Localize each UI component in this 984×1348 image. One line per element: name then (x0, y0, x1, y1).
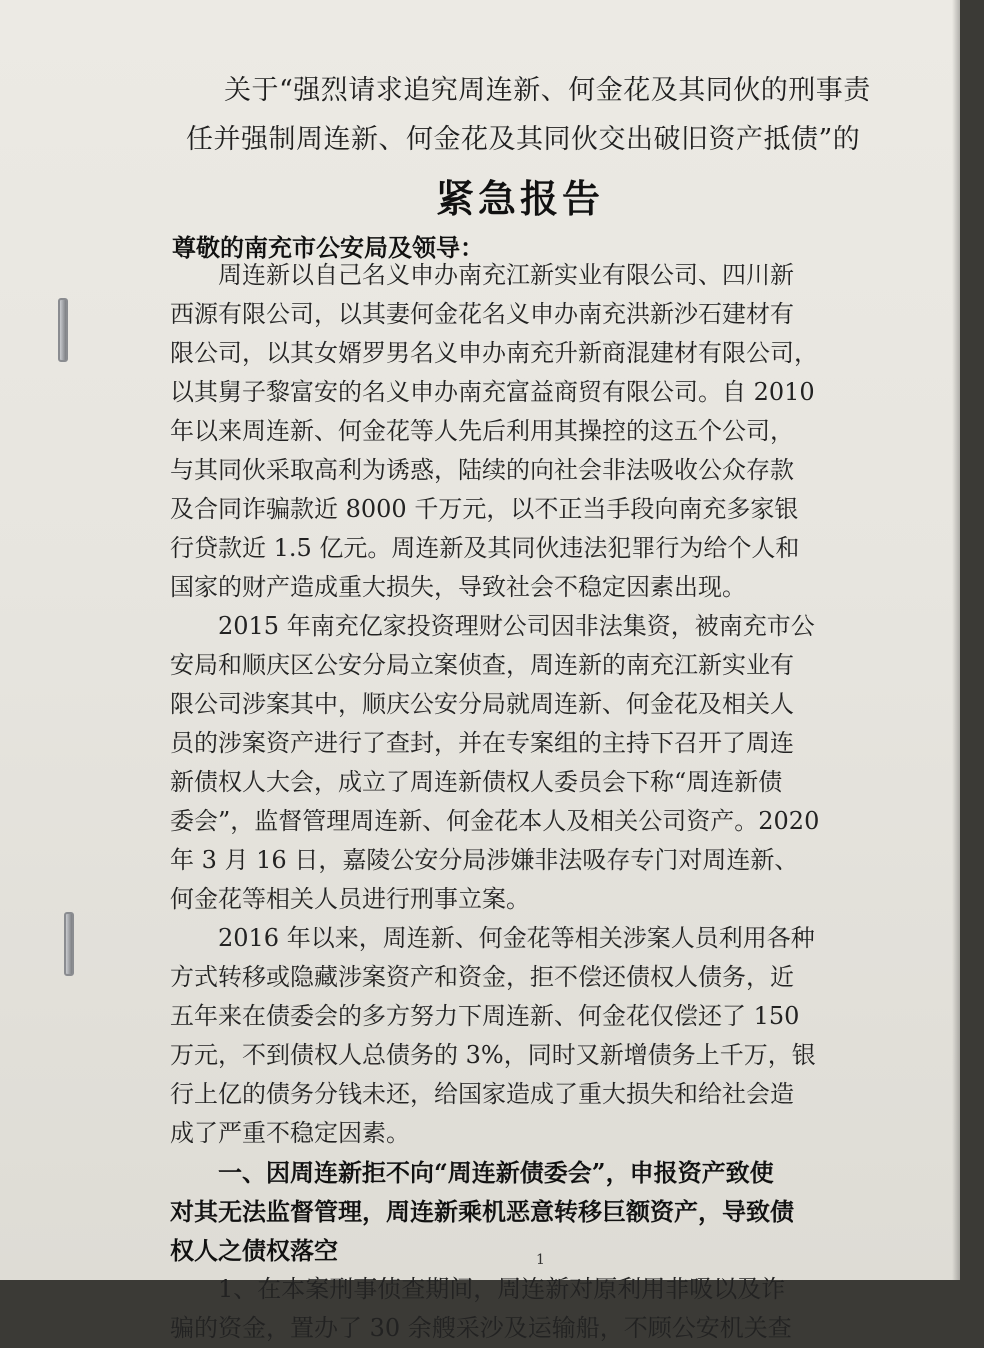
body-line: 限公司涉案其中，顺庆公安分局就周连新、何金花及相关人 (170, 690, 794, 718)
section-heading-line: 对其无法监督管理，周连新乘机恶意转移巨额资产，导致债 (170, 1197, 794, 1226)
body-line: 2015 年南充亿家投资理财公司因非法集资，被南充市公 (170, 612, 815, 640)
body-line: 五年来在债委会的多方努力下周连新、何金花仅偿还了 150 (170, 1002, 800, 1030)
body-line: 与其同伙采取高利为诱惑，陆续的向社会非法吸收公众存款 (170, 456, 794, 484)
salutation: 尊敬的南充市公安局及领导： (172, 233, 484, 262)
body-line: 何金花等相关人员进行刑事立案。 (170, 885, 530, 913)
body-line: 员的涉案资产进行了查封，并在专案组的主持下召开了周连 (170, 729, 794, 757)
page-number: 1 (536, 1252, 545, 1268)
report-body (170, 256, 930, 1348)
body-line: 万元，不到债权人总债务的 3%，同时又新增债务上千万，银 (170, 1041, 816, 1069)
staple-bottom (64, 912, 74, 976)
title-line-1: 关于“强烈请求追究周连新、何金花及其同伙的刑事责 (224, 75, 871, 106)
body-line: 方式转移或隐藏涉案资产和资金，拒不偿还债权人债务，近 (170, 963, 794, 991)
title-line-2: 任并强制周连新、何金花及其同伙交出破旧资产抵债”的 (186, 124, 861, 155)
page-edge-shadow (952, 0, 960, 1280)
body-line: 西源有限公司，以其妻何金花名义申办南充洪新沙石建材有 (170, 300, 794, 328)
body-line: 周连新以自己名义申办南充江新实业有限公司、四川新 (170, 261, 794, 289)
body-line: 行上亿的债务分钱未还，给国家造成了重大损失和给社会造 (170, 1080, 794, 1108)
body-line: 年 3 月 16 日，嘉陵公安分局涉嫌非法吸存专门对周连新、 (170, 846, 799, 874)
body-line: 2016 年以来，周连新、何金花等相关涉案人员利用各种 (170, 924, 815, 952)
body-line: 行贷款近 1.5 亿元。周连新及其同伙违法犯罪行为给个人和 (170, 534, 800, 562)
body-line: 1、在本案刑事侦查期间，周连新对原利用非吸以及诈 (170, 1275, 786, 1303)
body-line: 限公司，以其女婿罗男名义申办南充升新商混建材有限公司， (170, 339, 818, 367)
body-line: 以其舅子黎富安的名义申办南充富益商贸有限公司。自 2010 (170, 378, 815, 406)
body-line: 安局和顺庆区公安分局立案侦查，周连新的南充江新实业有 (170, 651, 794, 679)
body-line: 国家的财产造成重大损失，导致社会不稳定因素出现。 (170, 573, 746, 601)
section-heading-line: 权人之债权落空 (170, 1236, 338, 1265)
body-line: 骗的资金，置办了 30 余艘采沙及运输船，不顾公安机关查 (170, 1314, 792, 1342)
report-heading: 紧急报告 (435, 176, 604, 221)
staple-top (58, 298, 68, 362)
body-line: 及合同诈骗款近 8000 千万元，以不正当手段向南充多家银 (170, 495, 799, 523)
body-line: 委会”，监督管理周连新、何金花本人及相关公司资产。2020 (170, 807, 820, 835)
section-heading-line: 一、因周连新拒不向“周连新债委会”，申报资产致使 (170, 1158, 774, 1187)
body-line: 成了严重不稳定因素。 (170, 1119, 410, 1147)
body-line: 年以来周连新、何金花等人先后利用其操控的这五个公司， (170, 417, 794, 445)
body-line: 新债权人大会，成立了周连新债权人委员会下称“周连新债 (170, 768, 783, 796)
